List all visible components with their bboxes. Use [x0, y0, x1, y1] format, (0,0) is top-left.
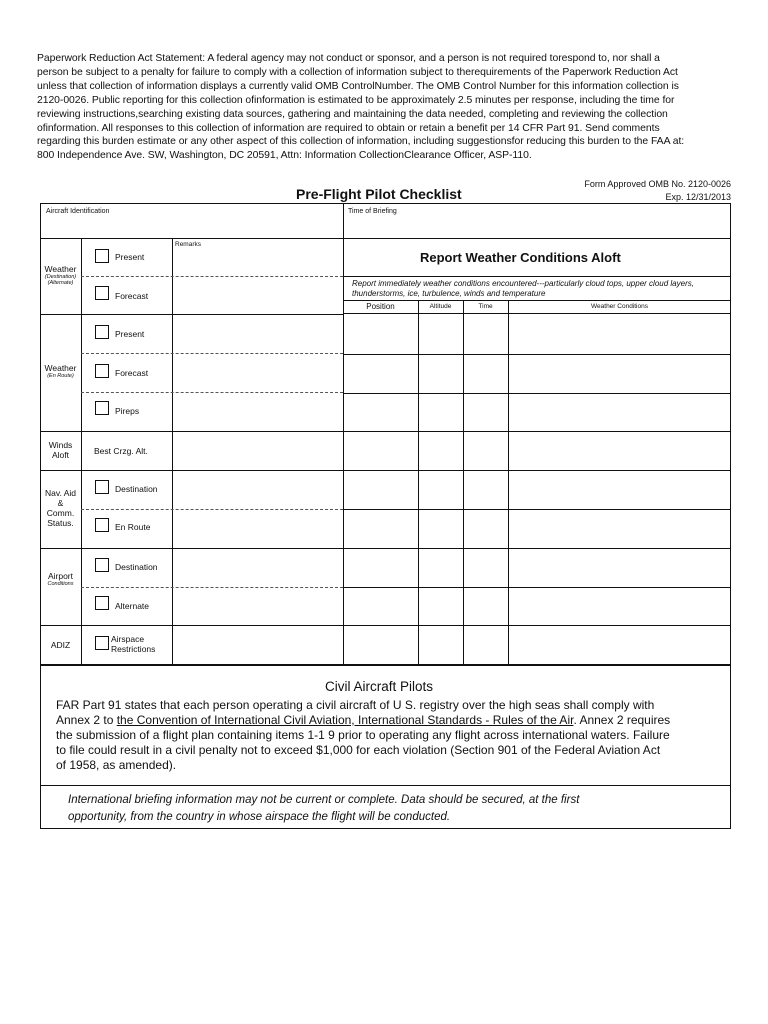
report-instructions-divider — [343, 300, 731, 301]
civil-text: Annex 2 to — [56, 713, 117, 727]
weather-route-forecast-checkbox[interactable] — [95, 364, 109, 378]
checkbox-label — [111, 634, 155, 654]
remarks-weather-dest-present[interactable] — [173, 239, 343, 276]
time-of-briefing-field[interactable] — [344, 204, 731, 238]
civil-line: to file could result in a civil penalty not to exceed $1,000 for each violation (Section 901 of the Federal Aviation Act — [56, 743, 661, 757]
omb-number: Form Approved OMB No. 2120-0026 — [584, 179, 731, 189]
category-title: Weather — [44, 363, 77, 373]
remarks-airport-alternate[interactable] — [173, 588, 343, 625]
remarks-label: Remarks — [175, 241, 202, 248]
international-briefing-note — [68, 792, 718, 826]
remarks-adiz[interactable] — [173, 626, 343, 664]
category-title: Weather — [44, 264, 77, 274]
airport-conditions-label — [40, 571, 81, 587]
civil-line: the submission of a flight plan containing items 1-1 9 prior to operating any flight across international waters. Failure — [56, 728, 670, 742]
remarks-navaid-enroute[interactable] — [173, 510, 343, 548]
weather-route-present-checkbox[interactable] — [95, 325, 109, 339]
weather-destination-label — [40, 264, 81, 286]
adiz-label: ADIZ — [50, 640, 71, 650]
airport-destination-checkbox[interactable] — [95, 558, 109, 572]
category-divider — [81, 238, 82, 665]
column-header-altitude: Altitude — [429, 303, 452, 310]
civil-divider — [40, 785, 731, 786]
remarks-weather-route-pireps[interactable] — [173, 393, 343, 431]
weather-dest-forecast-checkbox[interactable] — [95, 286, 109, 300]
weather-dest-present-checkbox[interactable] — [95, 249, 109, 263]
navaid-enroute-checkbox[interactable] — [95, 518, 109, 532]
remarks-weather-route-present[interactable] — [173, 315, 343, 353]
checkbox-label: Destination — [115, 484, 158, 494]
category-subtitle: (Alternate) — [47, 280, 74, 286]
checkbox-label: Alternate — [115, 601, 150, 611]
report-weather-table-body[interactable] — [344, 314, 731, 664]
paperwork-line: regarding this burden estimate or any other aspect of this collection of information, including suggestionsfor reducing this burden to the FAA at: — [37, 136, 685, 148]
column-header-time: Time — [478, 303, 493, 310]
checkbox-label: Present — [115, 329, 145, 339]
civil-line: FAR Part 91 states that each person operating a civil aircraft of U S. registry over the high seas shall comply with — [56, 698, 655, 712]
paperwork-line: person be subject to a penalty for failure to comply with a collection of information subject to therequirements of the Paperwork Reduction Act — [37, 66, 678, 78]
paperwork-line: ofinformation. All responses to this collection of information are required to obtain or retain a benefit per 14 CFR Part 91. Send comments — [37, 122, 660, 134]
remarks-weather-dest-forecast[interactable] — [173, 277, 343, 314]
navaid-destination-checkbox[interactable] — [95, 480, 109, 494]
paperwork-line: 800 Independence Ave. SW, Washington, DC 20591, Attn: Information CollectionClearance Officer, ASP-110. — [37, 150, 532, 162]
category-title: Aloft — [51, 450, 69, 460]
report-instructions: Report immediately weather conditions encountered---particularly cloud tops, upper cloud layers, thunderstorms, ice, turbulence, winds and temperature — [352, 279, 694, 298]
header-divider — [40, 238, 731, 239]
best-cruising-altitude-label: Best Crzg. Alt. — [94, 446, 148, 456]
report-title-divider — [343, 276, 731, 277]
checkbox-label: Forecast — [115, 291, 149, 301]
remarks-winds-aloft[interactable] — [173, 432, 343, 470]
remarks-navaid-destination[interactable] — [173, 471, 343, 509]
remarks-airport-destination[interactable] — [173, 549, 343, 587]
category-subtitle: (En Route) — [47, 373, 74, 379]
aircraft-identification-field[interactable] — [40, 204, 343, 238]
checkbox-label: Destination — [115, 562, 158, 572]
nav-aid-status-label — [40, 488, 81, 528]
paperwork-line: reviewing instructions,searching existing data sources, gathering and maintaining the data needed, completing and reviewing the collection — [37, 108, 668, 120]
report-weather-title: Report Weather Conditions Aloft — [420, 250, 621, 265]
checkbox-label: Forecast — [115, 368, 149, 378]
convention-reference: the Convention of International Civil Aviation, International Standards - Rules of the Air — [116, 713, 574, 727]
civil-text: . Annex 2 requires — [573, 713, 671, 727]
weather-enroute-label — [40, 363, 81, 379]
category-title: Status. — [47, 518, 74, 528]
paperwork-line: Paperwork Reduction Act Statement: A federal agency may not conduct or sponsor, and a person is not required torespond to, nor shall a — [37, 53, 660, 64]
category-title: & — [57, 498, 64, 508]
category-title: Comm. — [46, 508, 75, 518]
winds-aloft-label — [40, 440, 81, 460]
paperwork-line: 2120-0026. Public reporting for this collection ofinformation is estimated to be approximately 2.5 minutes per response, including the time for — [37, 94, 675, 106]
paperwork-line: unless that collection of information displays a currently valid OMB ControlNumber. The OMB Control Number for this information collection is — [37, 80, 679, 92]
column-header-position: Position — [366, 302, 395, 311]
civil-line: of 1958, as amended). — [56, 758, 177, 772]
omb-approval — [566, 178, 731, 203]
category-subtitle: (Destination) — [44, 274, 77, 280]
checkbox-label: Present — [115, 252, 145, 262]
adiz-airspace-restrictions-checkbox[interactable] — [95, 636, 109, 650]
civil-aircraft-title: Civil Aircraft Pilots — [325, 679, 434, 694]
remarks-weather-route-forecast[interactable] — [173, 354, 343, 392]
civil-aircraft-body — [56, 698, 728, 773]
weather-route-pireps-checkbox[interactable] — [95, 401, 109, 415]
form-title: Pre-Flight Pilot Checklist — [296, 186, 462, 202]
expiration-date: Exp. 12/31/2013 — [665, 191, 731, 202]
category-title: Nav. Aid — [44, 488, 77, 498]
category-subtitle: Conditions — [47, 581, 74, 587]
checkbox-label: En Route — [115, 522, 151, 532]
note-line: opportunity, from the country in whose airspace the flight will be conducted. — [68, 811, 451, 823]
checkbox-label: Pireps — [115, 406, 140, 416]
checkbox-label-line: Airspace — [111, 634, 145, 644]
column-header-weather-conditions: Weather Conditions — [591, 303, 648, 310]
paperwork-reduction-statement — [37, 52, 749, 163]
time-of-briefing-label: Time of Briefing — [348, 208, 397, 215]
airport-alternate-checkbox[interactable] — [95, 596, 109, 610]
category-title: Winds — [48, 440, 73, 450]
note-line: International briefing information may not be current or complete. Data should be secured, at the first — [68, 794, 580, 806]
category-title: Airport — [47, 571, 74, 581]
civil-line — [56, 713, 728, 728]
aircraft-identification-label: Aircraft Identification — [46, 208, 110, 215]
checkbox-label-line: Restrictions — [111, 644, 156, 654]
